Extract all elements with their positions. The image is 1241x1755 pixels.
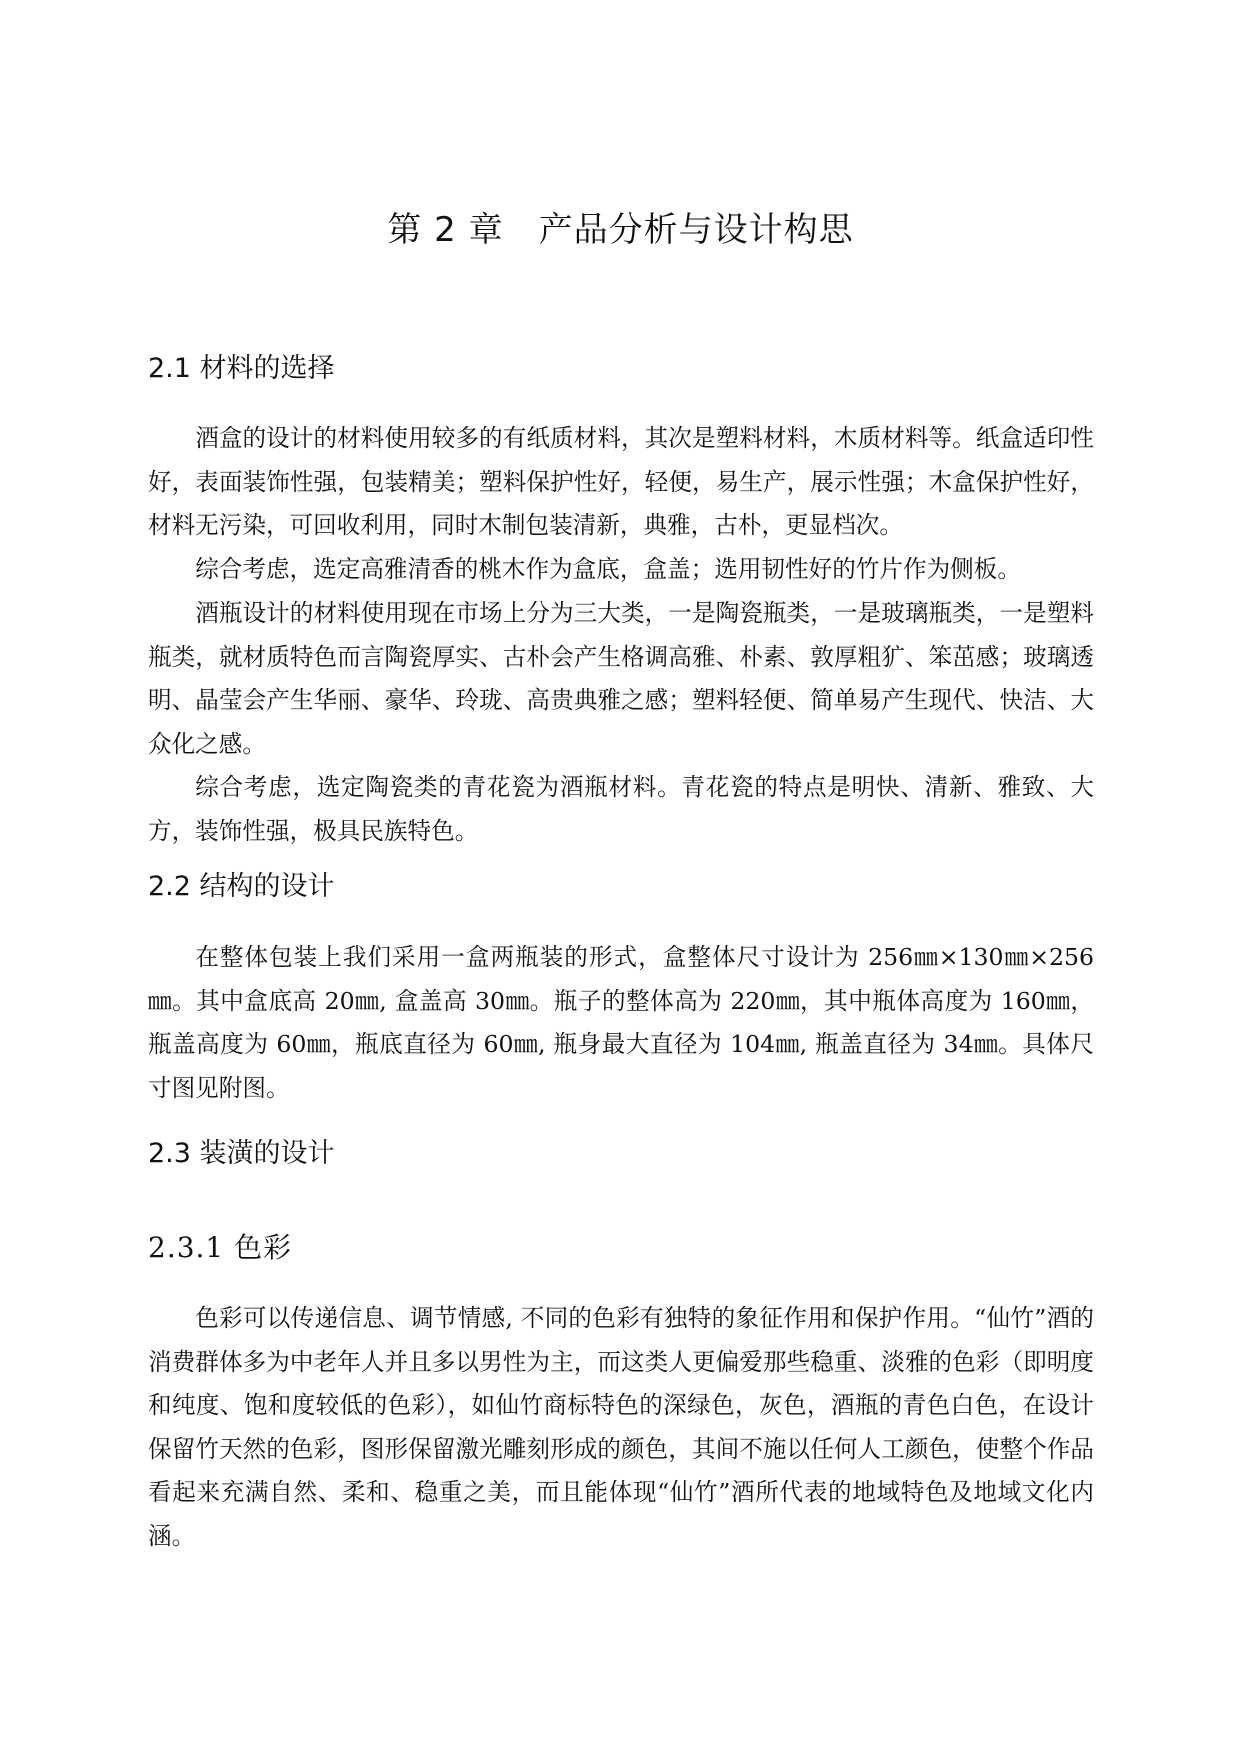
paragraph: 综合考虑，选定陶瓷类的青花瓷为酒瓶材料。青花瓷的特点是明快、清新、雅致、大方，装饰性强，极具民族特色。	[148, 773, 1094, 845]
paragraph: 综合考虑，选定高雅清香的桃木作为盒底，盒盖；选用韧性好的竹片作为侧板。	[195, 555, 1021, 583]
section-heading-2-2: 2.2 结构的设计	[148, 871, 335, 902]
section-heading-2-1: 2.1 材料的选择	[148, 353, 335, 384]
paragraph: 酒瓶设计的材料使用现在市场上分为三大类，一是陶瓷瓶类，一是玻璃瓶类，一是塑料瓶类，就材质特色而言陶瓷厚实、古朴会产生格调高雅、朴素、敦厚粗犷、笨茁感；玻璃透明、晶莹会产生华丽、豪华、玲珑、高贵典雅之感；塑料轻便、简单易产生现代、快洁、大众化之感。	[148, 599, 1094, 758]
chapter-title: 第 2 章 产品分析与设计构思	[387, 210, 854, 250]
subsection-heading-2-3-1: 2.3.1 色彩	[148, 1231, 293, 1264]
section-heading-2-3: 2.3 装潢的设计	[148, 1138, 335, 1169]
paragraph: 酒盒的设计的材料使用较多的有纸质材料，其次是塑料材料，木质材料等。纸盒适印性好，表面装饰性强，包装精美；塑料保护性好，轻便，易生产，展示性强；木盒保护性好，材料无污染，可回收利用，同时木制包装清新，典雅，古朴，更显档次。	[148, 424, 1094, 539]
paragraph: 色彩可以传递信息、调节情感, 不同的色彩有独特的象征作用和保护作用。“仙竹”酒的消费群体多为中老年人并且多以男性为主，而这类人更偏爱那些稳重、淡雅的色彩（即明度和纯度、饱和度较低的色彩），如仙竹商标特色的深绿色，灰色，酒瓶的青色白色，在设计保留竹天然的色彩，图形保留激光雕刻形成的颜色，其间不施以任何人工颜色，使整个作品看起来充满自然、柔和、稳重之美，而且能体现“仙竹”酒所代表的地域特色及地域文化内涵。	[148, 1304, 1094, 1550]
paragraph: 在整体包装上我们采用一盒两瓶装的形式，盒整体尺寸设计为 256㎜×130㎜×256㎜。其中盒底高 20㎜, 盒盖高 30㎜。瓶子的整体高为 220㎜，其中瓶体高度为 160㎜，瓶盖高度为 60㎜，瓶底直径为 60㎜, 瓶身最大直径为 104㎜, 瓶盖直径为 34㎜。具体尺寸图见附图。	[148, 943, 1094, 1102]
